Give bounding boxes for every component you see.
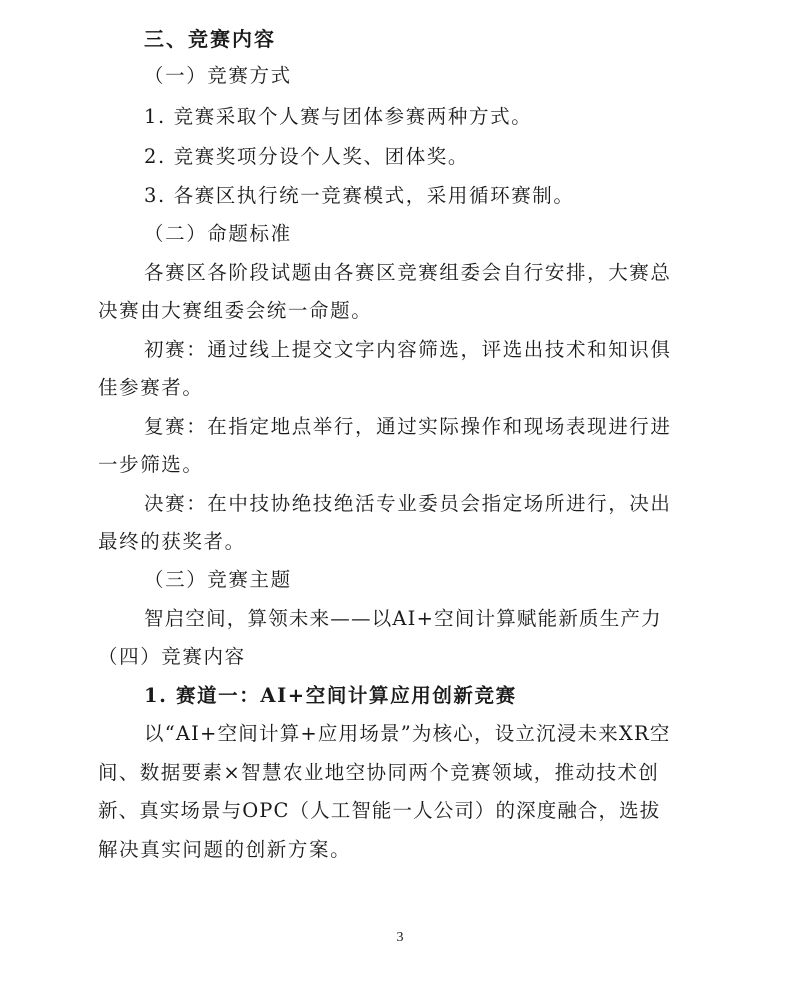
format-item-3: 3. 各赛区执行统一竞赛模式，采用循环赛制。 [144,184,575,207]
sub-heading-question-standard: （二）命题标准 [144,222,292,245]
preliminary-round-line-1: 初赛：通过线上提交文字内容筛选，评选出技术和知识俱 [144,338,672,361]
section-heading: 三、竞赛内容 [144,27,276,51]
semifinal-round-line-2: 一步筛选。 [98,453,204,476]
preliminary-round-line-2: 佳参赛者。 [98,376,204,399]
standard-intro-line-1: 各赛区各阶段试题由各赛区竞赛组委会自行安排，大赛总 [144,261,672,284]
track-one-line-2: 间、数据要素×智慧农业地空协同两个竞赛领域，推动技术创 [98,761,660,784]
semifinal-round-line-1: 复赛：在指定地点举行，通过实际操作和现场表现进行进 [144,415,672,438]
track-one-line-4: 解决真实问题的创新方案。 [98,838,352,861]
final-round-line-1: 决赛：在中技协绝技绝活专业委员会指定场所进行，决出 [144,492,672,515]
sub-heading-competition-content: （四）竞赛内容 [98,645,246,668]
sub-heading-competition-theme: （三）竞赛主题 [144,568,292,591]
standard-intro-line-2: 决赛由大赛组委会统一命题。 [98,299,373,322]
track-one-line-3: 新、真实场景与OPC（人工智能一人公司）的深度融合，选拔 [98,799,661,822]
competition-theme-text: 智启空间，算领未来——以AI+空间计算赋能新质生产力 [144,607,662,630]
sub-heading-competition-format: （一）竞赛方式 [144,64,292,87]
format-item-1: 1. 竞赛采取个人赛与团体参赛两种方式。 [144,105,533,128]
track-one-line-1: 以“AI+空间计算+应用场景”为核心，设立沉浸未来XR空 [144,722,671,745]
final-round-line-2: 最终的获奖者。 [98,530,246,553]
page-number: 3 [396,930,404,945]
format-item-2: 2. 竞赛奖项分设个人奖、团体奖。 [144,145,470,168]
track-one-title: 1. 赛道一：AI+空间计算应用创新竞赛 [144,684,517,707]
